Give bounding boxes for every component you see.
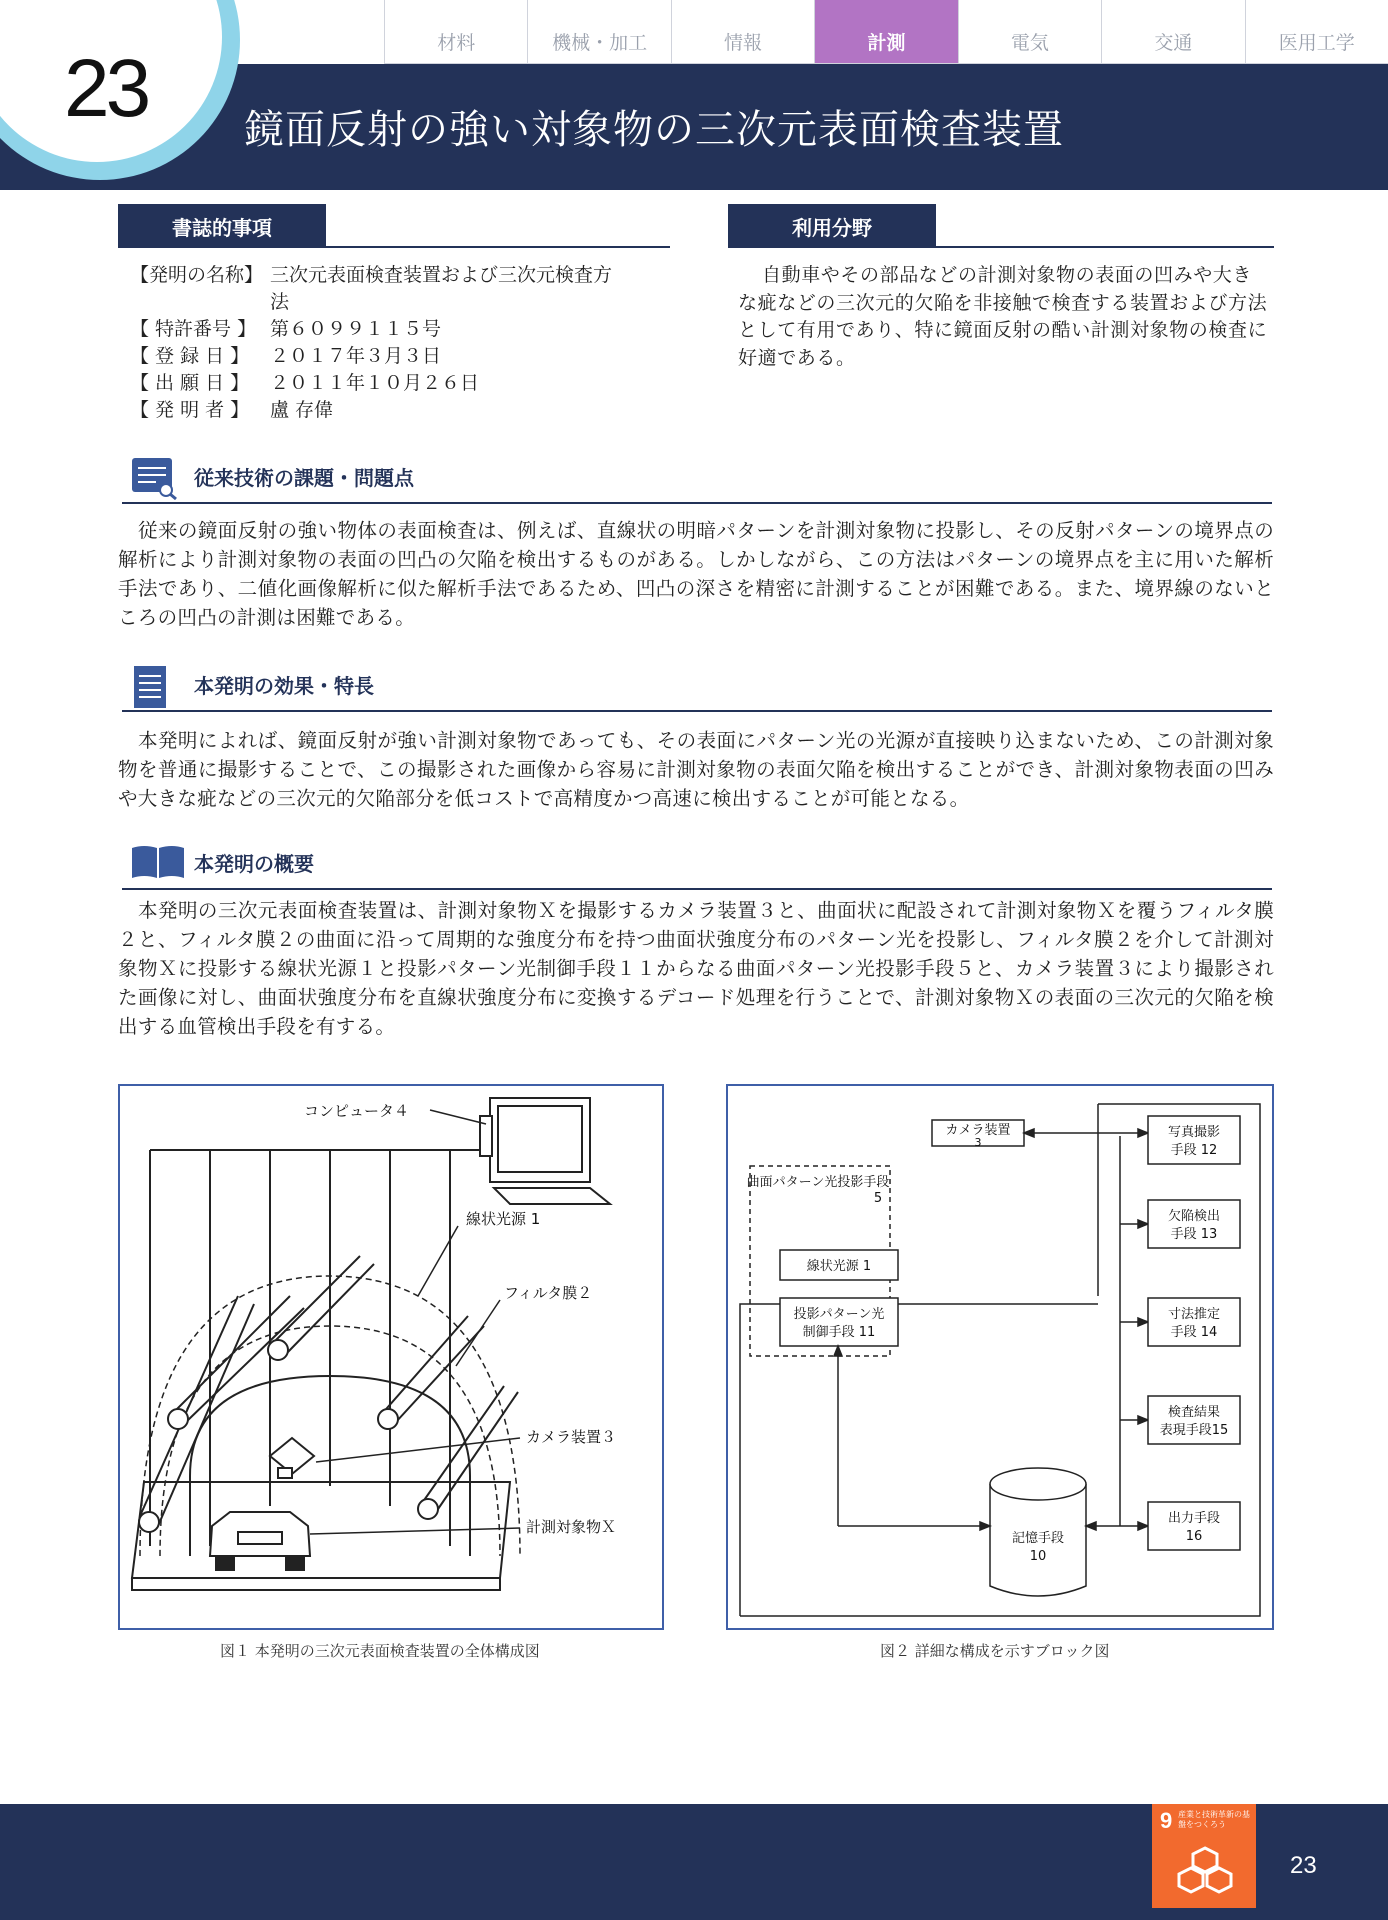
fig2-control-line1: 投影パターン光 bbox=[793, 1307, 885, 1322]
sdg-goal-9-badge bbox=[1152, 1804, 1256, 1908]
fig2-result-line1: 検査結果 bbox=[1167, 1405, 1221, 1420]
effect-text: 本発明によれば、鏡面反射が強い計測対象物であっても、その表面にパターン光の光源が直接映り込まないため、この計測対象物を普通に撮影することで、この撮影された画像から容易に計測対象物の表面欠陥を検出することができ、計測対象物表面の凹みや大きな疵などの三次元的欠陥部分を低コストで高精度かつ高速に検出することが可能となる。 bbox=[118, 729, 1274, 810]
fig2-result-line2: 表現手段15 bbox=[1159, 1423, 1229, 1438]
fig1-label-light: 線状光源 1 bbox=[466, 1210, 541, 1228]
biblio-section-header bbox=[118, 204, 670, 248]
usage-section-header bbox=[728, 204, 1274, 248]
entry-number: 23 bbox=[64, 43, 148, 134]
fig2-storage-line1: 記憶手段 bbox=[1011, 1531, 1065, 1546]
biblio-row bbox=[130, 316, 650, 343]
biblio-value: 第６０９９１１５号 bbox=[270, 318, 442, 340]
effect-heading-block bbox=[122, 660, 1272, 712]
fig2-group-line2: 5 bbox=[873, 1191, 883, 1206]
open-book-icon bbox=[130, 842, 186, 882]
fig2-photo-line1: 写真撮影 bbox=[1167, 1125, 1221, 1140]
document-icon bbox=[130, 664, 174, 710]
biblio-key: 【 特許番号 】 bbox=[130, 318, 257, 340]
fig2-dimension-line2: 手段 14 bbox=[1170, 1325, 1218, 1340]
fig1-label-filter: フィルタ膜２ bbox=[504, 1284, 593, 1302]
summary-rule bbox=[122, 888, 1272, 890]
fig2-output-line1: 出力手段 bbox=[1167, 1511, 1221, 1526]
fig1-label-object: 計測対象物Ｘ bbox=[526, 1518, 617, 1536]
sdg-text: 産業と技術革新の基盤をつくろう bbox=[1178, 1810, 1250, 1829]
biblio-key: 【 出 願 日 】 bbox=[130, 372, 250, 394]
sdg-number: 9 bbox=[1160, 1808, 1173, 1833]
problem-text: 従来の鏡面反射の強い物体の表面検査は、例えば、直線状の明暗パターンを計測対象物に投影し、その反射パターンの境界点の解析により計測対象物の表面の凹凸の欠陥を検出するものがある。しかしながら、この方法はパターンの境界点を主に用いた解析手法であり、二値化画像解析に似た解析手法であるため、凹凸の深さを精密に計測することが困難である。また、境界線のないところの凹凸の計測は困難である。 bbox=[118, 519, 1274, 629]
fig1-label-computer: コンピュータ４ bbox=[304, 1102, 410, 1120]
biblio-value: ２０１１年１０月２６日 bbox=[270, 372, 480, 394]
usage-rule bbox=[728, 246, 1274, 248]
biblio-key: 【 発 明 者 】 bbox=[130, 399, 250, 421]
fig2-defect-line1: 欠陥検出 bbox=[1167, 1209, 1221, 1224]
biblio-value: ２０１７年３月３日 bbox=[270, 345, 442, 367]
tab-materials[interactable]: 材料 bbox=[384, 0, 527, 64]
summary-heading-block bbox=[122, 838, 1272, 890]
fig2-camera-line1: カメラ装置 bbox=[945, 1123, 1011, 1138]
biblio-heading: 書誌的事項 bbox=[118, 204, 326, 248]
fig2-photo-line2: 手段 12 bbox=[1170, 1143, 1218, 1158]
cubes-icon bbox=[1176, 1844, 1234, 1900]
document-search-icon bbox=[130, 456, 178, 500]
biblio-value: 三次元表面検査装置および三次元検査方法 bbox=[270, 264, 613, 313]
fig2-defect-line2: 手段 13 bbox=[1170, 1227, 1218, 1242]
figure-2-block-diagram bbox=[728, 1086, 1272, 1628]
figure-1-frame bbox=[118, 1084, 664, 1630]
effect-heading: 本発明の効果・特長 bbox=[194, 674, 374, 698]
category-tabs bbox=[384, 0, 1388, 64]
problem-heading-block bbox=[122, 452, 1272, 504]
page-number: 23 bbox=[1290, 1852, 1317, 1879]
figure-1-caption: 図１ 本発明の三次元表面検査装置の全体構成図 bbox=[220, 1642, 540, 1660]
summary-heading: 本発明の概要 bbox=[194, 852, 314, 876]
tab-electrical[interactable]: 電気 bbox=[958, 0, 1101, 64]
figure-1-diagram bbox=[120, 1086, 662, 1628]
tab-transport[interactable]: 交通 bbox=[1101, 0, 1244, 64]
biblio-list bbox=[130, 262, 650, 424]
biblio-row bbox=[130, 343, 650, 370]
figure-2-frame bbox=[726, 1084, 1274, 1630]
problem-rule bbox=[122, 502, 1272, 504]
biblio-row bbox=[130, 262, 650, 316]
biblio-key: 【 登 録 日 】 bbox=[130, 345, 250, 367]
tab-machining[interactable]: 機械・加工 bbox=[527, 0, 670, 64]
biblio-row bbox=[130, 370, 650, 397]
fig2-camera-line2: 3 bbox=[974, 1136, 982, 1149]
fig2-dimension-line1: 寸法推定 bbox=[1167, 1307, 1221, 1322]
tab-medical-engineering[interactable]: 医用工学 bbox=[1245, 0, 1388, 64]
fig2-output-line2: 16 bbox=[1185, 1529, 1203, 1544]
fig1-label-camera: カメラ装置３ bbox=[526, 1428, 617, 1446]
figure-2-caption: 図２ 詳細な構成を示すブロック図 bbox=[880, 1642, 1110, 1660]
summary-text: 本発明の三次元表面検査装置は、計測対象物Ｘを撮影するカメラ装置３と、曲面状に配設されて計測対象物Ｘを覆うフィルタ膜２と、フィルタ膜２の曲面に沿って周期的な強度分布を持つ曲面状強度分布のパターン光を投影し、フィルタ膜２を介して計測対象物Ｘに投影する線状光源１と投影パターン光制御手段１１からなる曲面パターン光投影手段５と、カメラ装置３により撮影された画像に対し、曲面状強度分布を直線状強度分布に変換するデコード処理を行うことで、計測対象物Ｘの表面の三次元的欠陥を検出する血管検出手段を有する。 bbox=[118, 899, 1274, 1038]
usage-text: 自動車やその部品などの計測対象物の表面の凹みや大きな疵などの三次元的欠陥を非接触で検査する装置および方法として有用であり、特に鏡面反射の酷い計測対象物の検査に好適である。 bbox=[738, 264, 1268, 369]
fig2-group-line1: 曲面パターン光投影手段 bbox=[746, 1175, 890, 1190]
tab-measurement[interactable]: 計測 bbox=[814, 0, 957, 64]
fig2-control-line2: 制御手段 11 bbox=[802, 1325, 876, 1340]
fig2-storage-line2: 10 bbox=[1029, 1549, 1047, 1564]
tab-information[interactable]: 情報 bbox=[671, 0, 814, 64]
fig2-light: 線状光源 1 bbox=[806, 1259, 872, 1274]
page-title: 鏡面反射の強い対象物の三次元表面検査装置 bbox=[244, 107, 1064, 153]
biblio-value: 盧 存偉 bbox=[270, 399, 334, 421]
effect-rule bbox=[122, 710, 1272, 712]
usage-heading: 利用分野 bbox=[728, 204, 936, 248]
biblio-rule bbox=[118, 246, 670, 248]
biblio-row bbox=[130, 397, 650, 424]
problem-heading: 従来技術の課題・問題点 bbox=[194, 466, 414, 490]
biblio-key: 【発明の名称】 bbox=[130, 264, 264, 286]
